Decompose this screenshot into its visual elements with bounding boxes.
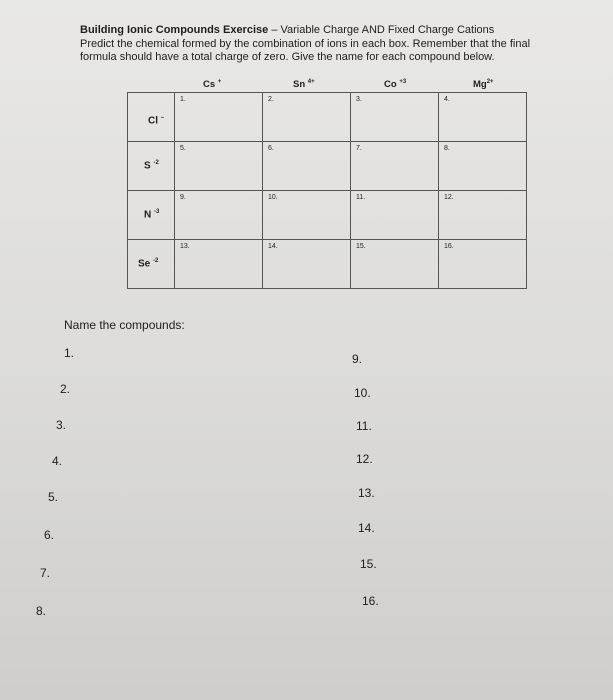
answer-number-right: 14.: [358, 521, 375, 535]
cell-number: 7.: [356, 145, 362, 152]
grid-cell-12[interactable]: [439, 191, 527, 240]
cell-number: 10.: [268, 194, 278, 201]
anion-se: Se $^{-2}$: [138, 258, 159, 270]
cell-number: 16.: [444, 243, 454, 250]
cell-number: 13.: [180, 243, 190, 250]
cell-number: 9.: [180, 194, 186, 201]
answer-number-right: 12.: [356, 452, 373, 466]
instruction-line-3: formula should have a total charge of zero. Give the name for each compound below.: [80, 51, 495, 63]
anion-cl: Cl –: [148, 115, 165, 127]
instructions: [80, 24, 580, 65]
grid-cell-10[interactable]: [263, 191, 351, 240]
cell-number: 12.: [444, 194, 454, 201]
cation-co: Co $^{+3}$: [384, 79, 407, 91]
anion-header-cell-se: [128, 240, 175, 289]
answer-number-right: 13.: [358, 486, 375, 500]
answer-number-right: 16.: [362, 594, 379, 608]
cell-number: 14.: [268, 243, 278, 250]
cell-number: 11.: [356, 194, 366, 201]
instruction-line-2: Predict the chemical formed by the combination of ions in each box. Remember that the final: [80, 37, 531, 50]
grid-cell-2[interactable]: [263, 79, 351, 142]
answer-number-left: 3.: [56, 418, 67, 432]
compound-grid: [127, 79, 527, 289]
answer-number-right: 10.: [354, 386, 371, 400]
anion-s: S $^{-2}$: [144, 160, 159, 172]
grid-cell-4[interactable]: [439, 79, 527, 142]
cell-number: 6.: [268, 145, 274, 152]
anion-header-cell-cl: [128, 93, 175, 142]
anion-header-cell-s: [128, 142, 175, 191]
cation-cs: Cs +: [203, 79, 222, 91]
grid-cell-9[interactable]: [175, 191, 263, 240]
anion-header-cell-n: [128, 191, 175, 240]
name-compounds-heading: Name the compounds:: [64, 318, 185, 332]
grid-cell-16[interactable]: [439, 240, 527, 289]
exercise-subtitle: – Variable Charge AND Fixed Charge Cations: [271, 24, 495, 36]
answer-number-left: 5.: [48, 490, 59, 504]
title-line: [80, 24, 580, 38]
grid-cell-3[interactable]: [351, 79, 439, 142]
cell-number: 5.: [180, 145, 186, 152]
cell-number: 4.: [444, 96, 450, 103]
cation-sn: Sn $^{4+}$: [293, 79, 315, 91]
answer-number-left: 4.: [52, 454, 63, 468]
cation-mg: $Mg^{2+}$: [473, 79, 494, 91]
anion-n: N $^{-3}$: [144, 209, 160, 221]
cell-number: 1.: [180, 96, 186, 103]
grid-cell-7[interactable]: [351, 142, 439, 191]
grid-cell-8[interactable]: [439, 142, 527, 191]
answer-number-right: 9.: [352, 352, 363, 366]
grid-cell-1[interactable]: [175, 79, 263, 142]
answer-number-left: 6.: [44, 528, 55, 542]
grid-cell-15[interactable]: [351, 240, 439, 289]
grid-cell-14[interactable]: [263, 240, 351, 289]
answer-number-left: 2.: [60, 382, 71, 396]
cell-number: 8.: [444, 145, 450, 152]
answer-number-right: 15.: [360, 557, 377, 571]
grid-cell-11[interactable]: [351, 191, 439, 240]
cell-number: 15.: [356, 243, 366, 250]
grid-cell-13[interactable]: [175, 240, 263, 289]
grid-cell-6[interactable]: [263, 142, 351, 191]
answer-number-left: 7.: [40, 566, 51, 580]
exercise-title: Building Ionic Compounds Exercise: [80, 24, 269, 36]
answer-number-left: 8.: [36, 604, 47, 618]
answer-number-right: 11.: [356, 419, 372, 433]
cell-number: 3.: [356, 96, 362, 103]
answer-number-left: 1.: [64, 346, 75, 360]
cell-number: 2.: [268, 96, 274, 103]
grid-cell-5[interactable]: [175, 142, 263, 191]
